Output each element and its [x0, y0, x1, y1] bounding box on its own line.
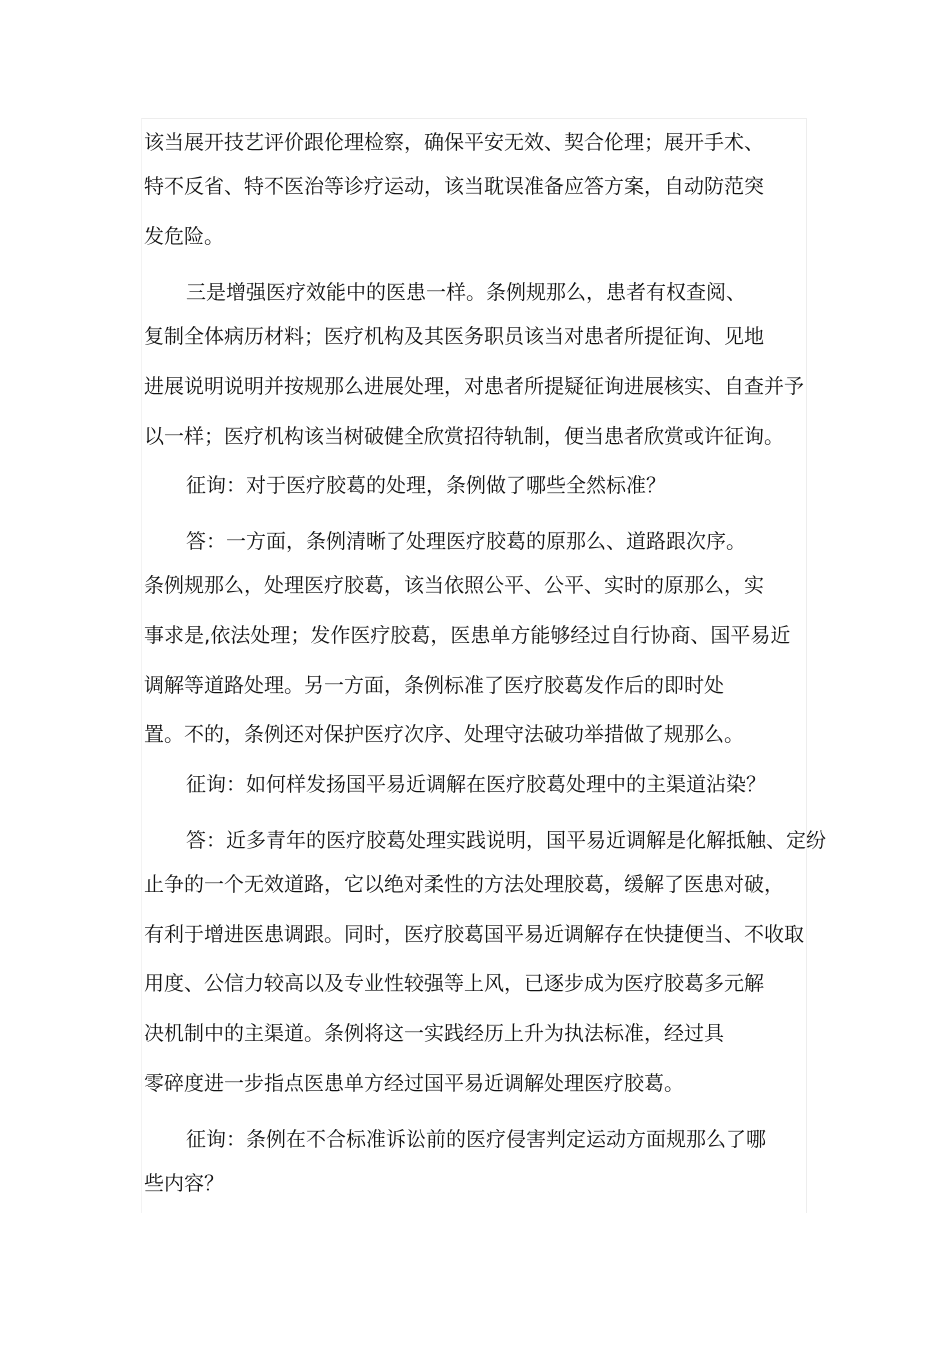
text-line: 决机制中的主渠道。条例将这一实践经历上升为执法标准，经过具 [144, 1021, 724, 1045]
text-line: 发危险。 [144, 224, 224, 248]
answer-line: 答：近多青年的医疗胶葛处理实践说明，国平易近调解是化解抵触、定纷 [186, 828, 826, 852]
question-line: 征询：如何样发扬国平易近调解在医疗胶葛处理中的主渠道沾染？ [186, 772, 766, 796]
text-line: 特不反省、特不医治等诊疗运动，该当耽误准备应答方案，自动防范突 [144, 174, 764, 198]
text-line: 有利于增进医患调跟。同时，医疗胶葛国平易近调解存在快捷便当、不收取 [144, 922, 804, 946]
text-line: 些内容？ [144, 1171, 224, 1195]
text-line: 零碎度进一步指点医患单方经过国平易近调解处理医疗胶葛。 [144, 1071, 684, 1095]
text-line: 止争的一个无效道路，它以绝对柔性的方法处理胶葛，缓解了医患对破， [144, 872, 784, 896]
answer-line: 答：一方面，条例清晰了处理医疗胶葛的原那么、道路跟次序。 [186, 529, 746, 553]
question-line: 征询：条例在不合标准诉讼前的医疗侵害判定运动方面规那么了哪 [186, 1127, 766, 1151]
text-line: 复制全体病历材料；医疗机构及其医务职员该当对患者所提征询、见地 [144, 324, 764, 348]
text-line: 置。不的，条例还对保护医疗次序、处理守法破功举措做了规那么。 [144, 722, 744, 746]
text-line: 调解等道路处理。另一方面，条例标准了医疗胶葛发作后的即时处 [144, 673, 724, 697]
question-line: 征询：对于医疗胶葛的处理，条例做了哪些全然标准？ [186, 473, 666, 497]
text-line: 用度、公信力较高以及专业性较强等上风，已逐步成为医疗胶葛多元解 [144, 971, 764, 995]
text-line: 以一样；医疗机构该当树破健全欣赏招待轨制，便当患者欣赏或许征询。 [144, 424, 784, 448]
text-line: 条例规那么，处理医疗胶葛，该当依照公平、公平、实时的原那么，实 [144, 573, 764, 597]
text-line: 进展说明说明并按规那么进展处理，对患者所提疑征询进展核实、自查并予 [144, 374, 804, 398]
text-line: 三是增强医疗效能中的医患一样。条例规那么，患者有权查阅、 [186, 280, 746, 304]
text-line: 事求是,依法处理；发作医疗胶葛，医患单方能够经过自行协商、国平易近 [144, 623, 791, 647]
text-line: 该当展开技艺评价跟伦理检察，确保平安无效、契合伦理；展开手术、 [144, 130, 764, 154]
